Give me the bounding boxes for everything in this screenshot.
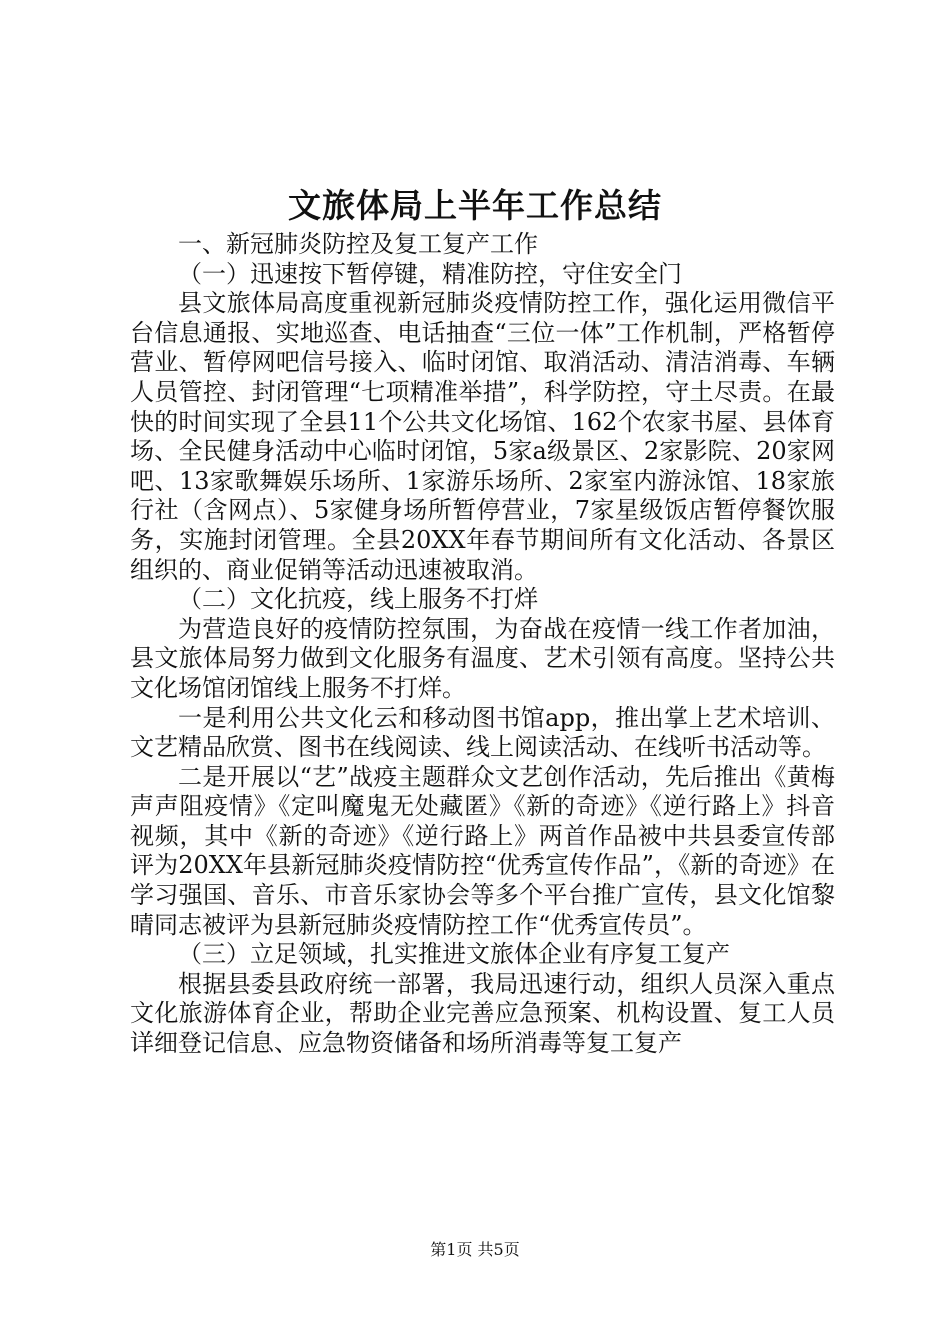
subsection-heading: （二）文化抗疫，线上服务不打烊: [178, 585, 538, 614]
section-heading: 一、新冠肺炎防控及复工复产工作: [178, 230, 538, 258]
subsection-heading: （三）立足领域，扎实推进文旅体企业有序复工复产: [178, 940, 730, 969]
subsection-heading: （一）迅速按下暂停键，精准防控，守住安全门: [178, 259, 682, 288]
document-body: [130, 230, 835, 1059]
paragraph: 为营造良好的疫情防控氛围，为奋战在疫情一线工作者加油，县文旅体局努力做到文化服务有温度、艺术引领有高度。坚持公共文化场馆闭馆线上服务不打烊。: [130, 614, 835, 702]
paragraph: 根据县委县政府统一部署，我局迅速行动，组织人员深入重点文化旅游体育企业，帮助企业完善应急预案、机构设置、复工人员详细登记信息、应急物资储备和场所消毒等复工复产: [130, 969, 835, 1058]
paragraph: 二是开展以“艺”战疫主题群众文艺创作活动，先后推出《黄梅声声阻疫情》《定叫魔鬼无处藏匿》《新的奇迹》《逆行路上》抖音视频，其中《新的奇迹》《逆行路上》两首作品被中共县委宣传部评为20XX年县新冠肺炎疫情防控“优秀宣传作品”，《新的奇迹》在学习强国、音乐、市音乐家协会等多个平台推广宣传，县文化馆黎晴同志被评为县新冠肺炎疫情防控工作“优秀宣传员”。: [130, 762, 835, 939]
paragraph: 一是利用公共文化云和移动图书馆app，推出掌上艺术培训、文艺精品欣赏、图书在线阅读、线上阅读活动、在线听书活动等。: [130, 703, 835, 762]
document-title: 文旅体局上半年工作总结: [288, 186, 662, 225]
page-footer: 第1页 共5页: [430, 1240, 520, 1259]
paragraph: 县文旅体局高度重视新冠肺炎疫情防控工作，强化运用微信平台信息通报、实地巡查、电话抽查“三位一体”工作机制，严格暂停营业、暂停网吧信号接入、临时闭馆、取消活动、清洁消毒、车辆人员管控、封闭管理“七项精准举措”，科学防控，守土尽责。在最快的时间实现了全县11个公共文化场馆、162个农家书屋、县体育场、全民健身活动中心临时闭馆，5家a级景区、2家影院、20家网吧、13家歌舞娱乐场所、1家游乐场所、2家室内游泳馆、18家旅行社（含网点）、5家健身场所暂停营业，7家星级饭店暂停餐饮服务，实施封闭管理。全县20XX年春节期间所有文化活动、各景区组织的、商业促销等活动迅速被取消。: [130, 289, 835, 584]
